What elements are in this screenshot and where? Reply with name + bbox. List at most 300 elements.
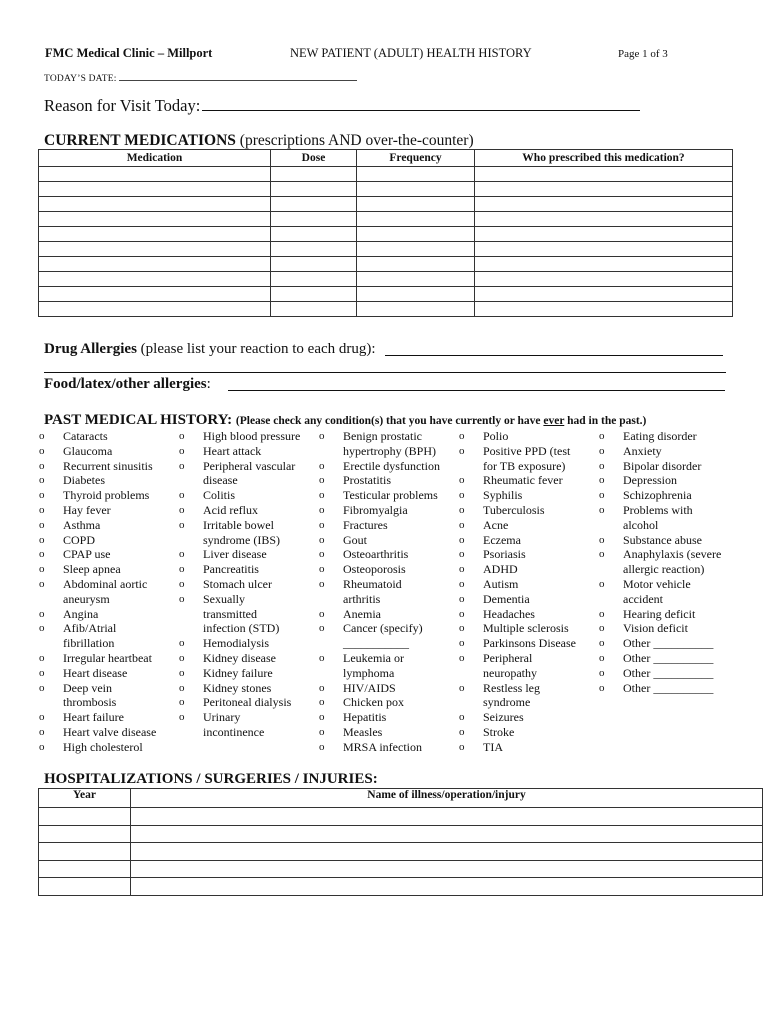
illness-cell[interactable] <box>131 878 763 896</box>
condition-item <box>319 651 459 681</box>
condition-label: Heart failure <box>63 710 124 725</box>
year-cell[interactable] <box>39 860 131 878</box>
condition-label: TIA <box>483 739 503 754</box>
dose-cell[interactable] <box>271 272 357 287</box>
prescriber-cell[interactable] <box>475 257 733 272</box>
condition-checkbox[interactable]: o <box>179 696 185 709</box>
condition-checkbox[interactable]: o <box>459 637 465 650</box>
condition-label: Autism <box>483 576 519 591</box>
frequency-cell[interactable] <box>357 287 475 302</box>
drug-allergies-field-line-2[interactable] <box>44 359 726 373</box>
condition-label: Tuberculosis <box>483 502 545 517</box>
condition-checkbox[interactable]: o <box>319 740 325 753</box>
condition-checkbox[interactable]: o <box>39 548 45 561</box>
dose-cell[interactable] <box>271 182 357 197</box>
condition-item <box>459 681 599 711</box>
condition-checkbox[interactable]: o <box>319 430 325 442</box>
hospitalizations-row <box>39 808 763 826</box>
condition-item <box>179 444 319 459</box>
condition-checkbox[interactable]: o <box>599 430 605 442</box>
condition-label: Pancreatitis <box>203 562 259 577</box>
condition-item <box>179 666 319 681</box>
other-allergies-field[interactable] <box>228 377 725 391</box>
condition-item <box>319 725 459 740</box>
condition-item <box>459 710 599 725</box>
condition-item <box>39 444 179 459</box>
todays-date-field[interactable] <box>119 72 357 81</box>
condition-label: ___________ <box>343 636 409 651</box>
condition-checkbox[interactable]: o <box>599 444 605 457</box>
condition-checkbox[interactable]: o <box>319 622 325 635</box>
condition-checkbox[interactable]: o <box>319 711 325 724</box>
condition-checkbox[interactable]: o <box>39 740 45 753</box>
prescriber-cell[interactable] <box>475 197 733 212</box>
condition-checkbox[interactable]: o <box>319 548 325 561</box>
drug-allergies-field[interactable] <box>385 342 723 356</box>
condition-label: infection (STD) <box>203 621 280 636</box>
condition-label: Colitis <box>203 488 236 503</box>
condition-label: lymphoma <box>343 665 395 680</box>
condition-label: MRSA infection <box>343 739 423 754</box>
condition-item <box>39 681 179 711</box>
condition-checkbox[interactable]: o <box>39 430 45 442</box>
condition-label: Diabetes <box>63 473 105 488</box>
condition-label: Problems with <box>623 502 693 517</box>
condition-label: Recurrent sinusitis <box>63 458 153 473</box>
condition-label: alcohol <box>623 517 659 532</box>
todays-date-label: TODAY’S DATE: <box>44 74 117 84</box>
medications-col-frequency: Frequency <box>357 150 475 167</box>
condition-label: Heart attack <box>203 443 262 458</box>
condition-label: Acne <box>483 517 509 532</box>
medications-heading <box>44 132 474 150</box>
dose-cell[interactable] <box>271 197 357 212</box>
clinic-name: FMC Medical Clinic – Millport <box>45 46 213 60</box>
condition-item <box>599 636 739 651</box>
pmh-column-3 <box>319 429 459 755</box>
condition-item <box>179 651 319 666</box>
condition-checkbox[interactable]: o <box>39 444 45 457</box>
drug-allergies-note: (please list your reaction to each drug): <box>140 341 376 357</box>
condition-label: Bipolar disorder <box>623 458 702 473</box>
condition-label: Rheumatic fever <box>483 473 563 488</box>
medication-cell[interactable] <box>39 302 271 317</box>
condition-checkbox[interactable]: o <box>179 548 185 561</box>
condition-checkbox[interactable]: o <box>599 503 605 516</box>
condition-checkbox[interactable]: o <box>179 651 185 664</box>
condition-label: Deep vein <box>63 680 112 695</box>
condition-checkbox[interactable]: o <box>319 563 325 576</box>
condition-item <box>459 651 599 681</box>
year-cell[interactable] <box>39 825 131 843</box>
medication-cell[interactable] <box>39 182 271 197</box>
condition-label: Hepatitis <box>343 710 387 725</box>
condition-checkbox[interactable]: o <box>599 474 605 487</box>
frequency-cell[interactable] <box>357 227 475 242</box>
condition-checkbox[interactable]: o <box>459 651 465 664</box>
medications-col-prescriber: Who prescribed this medication? <box>475 150 733 167</box>
condition-checkbox[interactable]: o <box>599 607 605 620</box>
condition-label: Fibromyalgia <box>343 502 408 517</box>
condition-checkbox[interactable]: o <box>39 725 45 738</box>
hospitalizations-row <box>39 878 763 896</box>
condition-item <box>599 577 739 607</box>
condition-checkbox[interactable]: o <box>459 592 465 605</box>
condition-label: Erectile dysfunction <box>343 458 440 473</box>
condition-label: Peripheral vascular <box>203 458 296 473</box>
medications-col-dose: Dose <box>271 150 357 167</box>
condition-checkbox[interactable]: o <box>319 651 325 664</box>
condition-item <box>459 429 599 444</box>
medication-cell[interactable] <box>39 287 271 302</box>
condition-label: syndrome (IBS) <box>203 532 280 547</box>
condition-item <box>179 429 319 444</box>
condition-checkbox[interactable]: o <box>459 474 465 487</box>
condition-item <box>599 488 739 503</box>
condition-checkbox[interactable]: o <box>39 666 45 679</box>
condition-checkbox[interactable]: o <box>599 622 605 635</box>
condition-item <box>319 607 459 622</box>
condition-item <box>179 636 319 651</box>
dose-cell[interactable] <box>271 302 357 317</box>
hospitalizations-row <box>39 860 763 878</box>
condition-checkbox[interactable]: o <box>459 444 465 457</box>
condition-checkbox[interactable]: o <box>179 681 185 694</box>
condition-checkbox[interactable]: o <box>319 696 325 709</box>
condition-item <box>179 577 319 592</box>
prescriber-cell[interactable] <box>475 227 733 242</box>
condition-item <box>599 444 739 459</box>
condition-item <box>319 577 459 607</box>
condition-item <box>39 488 179 503</box>
condition-label: Dementia <box>483 591 530 606</box>
condition-checkbox[interactable]: o <box>459 489 465 502</box>
condition-item <box>319 488 459 503</box>
year-cell[interactable] <box>39 878 131 896</box>
condition-checkbox[interactable]: o <box>599 666 605 679</box>
medication-cell[interactable] <box>39 272 271 287</box>
condition-checkbox[interactable]: o <box>39 711 45 724</box>
condition-checkbox[interactable]: o <box>459 711 465 724</box>
medication-cell[interactable] <box>39 257 271 272</box>
condition-label: Heart disease <box>63 665 128 680</box>
medication-cell[interactable] <box>39 227 271 242</box>
pmh-title: PAST MEDICAL HISTORY: <box>44 412 233 428</box>
condition-label: Osteoporosis <box>343 562 406 577</box>
condition-item <box>459 621 599 636</box>
condition-checkbox[interactable]: o <box>319 577 325 590</box>
condition-checkbox[interactable]: o <box>179 503 185 516</box>
condition-label: Kidney disease <box>203 650 276 665</box>
condition-item <box>39 651 179 666</box>
condition-item <box>39 710 179 725</box>
reason-field[interactable] <box>202 96 640 111</box>
condition-label: Other __________ <box>623 650 714 665</box>
condition-checkbox[interactable]: o <box>39 651 45 664</box>
condition-checkbox[interactable]: o <box>39 518 45 531</box>
frequency-cell[interactable] <box>357 272 475 287</box>
pmh-column-1 <box>39 429 179 755</box>
condition-item <box>459 725 599 740</box>
dose-cell[interactable] <box>271 257 357 272</box>
frequency-cell[interactable] <box>357 182 475 197</box>
condition-item <box>319 473 459 488</box>
condition-item <box>39 607 179 622</box>
condition-item <box>319 681 459 696</box>
condition-checkbox[interactable]: o <box>39 622 45 635</box>
condition-checkbox[interactable]: o <box>39 503 45 516</box>
medications-row <box>39 212 733 227</box>
condition-item <box>39 533 179 548</box>
condition-checkbox[interactable]: o <box>599 489 605 502</box>
dose-cell[interactable] <box>271 242 357 257</box>
pmh-column-4 <box>459 429 599 755</box>
pmh-heading <box>44 412 646 429</box>
condition-label: Other __________ <box>623 636 714 651</box>
condition-checkbox[interactable]: o <box>459 430 465 442</box>
condition-checkbox[interactable]: o <box>39 474 45 487</box>
condition-item <box>39 459 179 474</box>
prescriber-cell[interactable] <box>475 287 733 302</box>
condition-checkbox[interactable]: o <box>319 533 325 546</box>
condition-label: Irritable bowel <box>203 517 274 532</box>
condition-item <box>179 592 319 636</box>
condition-label: thrombosis <box>63 695 117 710</box>
condition-item <box>319 740 459 755</box>
medication-cell[interactable] <box>39 167 271 182</box>
medications-row <box>39 167 733 182</box>
condition-checkbox[interactable]: o <box>459 533 465 546</box>
condition-checkbox[interactable]: o <box>459 622 465 635</box>
illness-cell[interactable] <box>131 808 763 826</box>
condition-checkbox[interactable]: o <box>599 577 605 590</box>
condition-checkbox[interactable]: o <box>39 459 45 472</box>
year-cell[interactable] <box>39 843 131 861</box>
condition-label: Headaches <box>483 606 535 621</box>
condition-label: hypertrophy (BPH) <box>343 443 436 458</box>
condition-item <box>179 503 319 518</box>
condition-label: Eating disorder <box>623 429 697 443</box>
condition-checkbox[interactable]: o <box>179 489 185 502</box>
todays-date-row <box>44 72 357 84</box>
frequency-cell[interactable] <box>357 242 475 257</box>
condition-checkbox[interactable]: o <box>319 474 325 487</box>
condition-item <box>599 459 739 474</box>
condition-checkbox[interactable]: o <box>599 548 605 561</box>
condition-label: Parkinsons Disease <box>483 636 576 651</box>
condition-label: Other __________ <box>623 680 714 695</box>
condition-checkbox[interactable]: o <box>179 563 185 576</box>
condition-item <box>459 636 599 651</box>
condition-label: Depression <box>623 473 677 488</box>
prescriber-cell[interactable] <box>475 242 733 257</box>
hospitalizations-row <box>39 843 763 861</box>
hospitalizations-table <box>38 788 763 896</box>
illness-cell[interactable] <box>131 860 763 878</box>
condition-checkbox[interactable]: o <box>179 430 185 442</box>
illness-cell[interactable] <box>131 825 763 843</box>
frequency-cell[interactable] <box>357 212 475 227</box>
frequency-cell[interactable] <box>357 257 475 272</box>
condition-label: Anxiety <box>623 443 662 458</box>
condition-checkbox[interactable]: o <box>319 503 325 516</box>
form-title: NEW PATIENT (ADULT) HEALTH HISTORY <box>290 46 532 60</box>
condition-checkbox[interactable]: o <box>459 548 465 561</box>
condition-checkbox[interactable]: o <box>319 725 325 738</box>
condition-item <box>179 459 319 489</box>
condition-label: Acid reflux <box>203 502 258 517</box>
condition-label: COPD <box>63 532 96 547</box>
medication-cell[interactable] <box>39 197 271 212</box>
condition-item <box>319 533 459 548</box>
prescriber-cell[interactable] <box>475 212 733 227</box>
condition-label: Asthma <box>63 517 101 532</box>
condition-label: Sleep apnea <box>63 562 121 577</box>
condition-checkbox[interactable]: o <box>39 681 45 694</box>
frequency-cell[interactable] <box>357 167 475 182</box>
condition-checkbox[interactable]: o <box>459 740 465 753</box>
prescriber-cell[interactable] <box>475 167 733 182</box>
condition-item <box>179 488 319 503</box>
condition-checkbox[interactable]: o <box>179 666 185 679</box>
condition-checkbox[interactable]: o <box>179 518 185 531</box>
condition-item <box>459 562 599 577</box>
condition-item <box>319 503 459 518</box>
condition-label: Prostatitis <box>343 473 392 488</box>
condition-label: Kidney stones <box>203 680 272 695</box>
condition-checkbox[interactable]: o <box>39 489 45 502</box>
medications-col-medication: Medication <box>39 150 271 167</box>
condition-checkbox[interactable]: o <box>39 607 45 620</box>
condition-checkbox[interactable]: o <box>39 533 45 546</box>
condition-checkbox[interactable]: o <box>599 651 605 664</box>
condition-label: Kidney failure <box>203 665 273 680</box>
condition-label: Benign prostatic <box>343 429 422 443</box>
condition-label: aneurysm <box>63 591 110 606</box>
medications-row <box>39 242 733 257</box>
condition-item <box>179 681 319 696</box>
condition-label: High cholesterol <box>63 739 143 754</box>
condition-label: Fractures <box>343 517 388 532</box>
medications-table <box>38 149 733 317</box>
frequency-cell[interactable] <box>357 302 475 317</box>
condition-checkbox[interactable]: o <box>459 563 465 576</box>
condition-checkbox[interactable]: o <box>459 607 465 620</box>
condition-label: Rheumatoid <box>343 576 402 591</box>
condition-label: Vision deficit <box>623 621 688 636</box>
condition-item <box>319 695 459 710</box>
medication-cell[interactable] <box>39 212 271 227</box>
condition-checkbox[interactable]: o <box>319 489 325 502</box>
condition-checkbox[interactable]: o <box>179 592 185 605</box>
condition-checkbox[interactable]: o <box>599 459 605 472</box>
condition-label: High blood pressure <box>203 429 301 443</box>
condition-checkbox[interactable]: o <box>599 681 605 694</box>
drug-allergies-row <box>44 341 376 358</box>
condition-item <box>459 607 599 622</box>
medications-row <box>39 272 733 287</box>
condition-checkbox[interactable]: o <box>599 533 605 546</box>
condition-item <box>39 562 179 577</box>
condition-checkbox[interactable]: o <box>459 681 465 694</box>
condition-label: Motor vehicle <box>623 576 691 591</box>
hospitalizations-row <box>39 825 763 843</box>
condition-checkbox[interactable]: o <box>179 577 185 590</box>
condition-label: Gout <box>343 532 367 547</box>
drug-allergies-label: Drug Allergies <box>44 341 137 357</box>
dose-cell[interactable] <box>271 287 357 302</box>
condition-label: Stomach ulcer <box>203 576 272 591</box>
illness-cell[interactable] <box>131 843 763 861</box>
condition-label: for TB exposure) <box>483 458 566 473</box>
prescriber-cell[interactable] <box>475 302 733 317</box>
condition-item <box>39 725 179 740</box>
condition-item <box>459 518 599 533</box>
hospitalizations-col-name: Name of illness/operation/injury <box>131 789 763 808</box>
condition-label: Anemia <box>343 606 381 621</box>
condition-checkbox[interactable]: o <box>319 681 325 694</box>
condition-checkbox[interactable]: o <box>179 637 185 650</box>
hospitalizations-title: HOSPITALIZATIONS / SURGERIES / INJURIES: <box>44 771 378 787</box>
condition-label: Heart valve disease <box>63 724 157 739</box>
condition-checkbox[interactable]: o <box>459 725 465 738</box>
condition-label: Other __________ <box>623 665 714 680</box>
dose-cell[interactable] <box>271 167 357 182</box>
condition-item <box>179 518 319 548</box>
condition-checkbox[interactable]: o <box>459 503 465 516</box>
condition-label: CPAP use <box>63 547 111 562</box>
condition-label: Peripheral <box>483 650 533 665</box>
condition-item <box>599 681 739 696</box>
year-cell[interactable] <box>39 808 131 826</box>
condition-label: syndrome <box>483 695 531 710</box>
condition-item <box>459 740 599 755</box>
condition-label: allergic reaction) <box>623 562 705 577</box>
condition-label: Measles <box>343 724 383 739</box>
condition-item <box>319 621 459 651</box>
prescriber-cell[interactable] <box>475 272 733 287</box>
condition-label: Thyroid problems <box>63 488 150 503</box>
prescriber-cell[interactable] <box>475 182 733 197</box>
condition-item <box>39 547 179 562</box>
condition-checkbox[interactable]: o <box>319 459 325 472</box>
condition-checkbox[interactable]: o <box>39 577 45 590</box>
condition-checkbox[interactable]: o <box>599 637 605 650</box>
other-allergies-colon: : <box>206 376 211 392</box>
condition-checkbox[interactable]: o <box>319 518 325 531</box>
condition-item <box>459 488 599 503</box>
condition-label: Eczema <box>483 532 521 547</box>
medications-row <box>39 302 733 317</box>
condition-label: Angina <box>63 606 99 621</box>
condition-checkbox[interactable]: o <box>179 711 185 724</box>
condition-checkbox[interactable]: o <box>179 444 185 457</box>
condition-checkbox[interactable]: o <box>319 607 325 620</box>
dose-cell[interactable] <box>271 212 357 227</box>
condition-label: Seizures <box>483 710 524 725</box>
dose-cell[interactable] <box>271 227 357 242</box>
condition-label: Anaphylaxis (severe <box>623 547 722 562</box>
medications-title: CURRENT MEDICATIONS <box>44 132 236 149</box>
condition-checkbox[interactable]: o <box>459 518 465 531</box>
condition-checkbox[interactable]: o <box>39 563 45 576</box>
condition-checkbox[interactable]: o <box>459 577 465 590</box>
medication-cell[interactable] <box>39 242 271 257</box>
frequency-cell[interactable] <box>357 197 475 212</box>
condition-label: Hemodialysis <box>203 636 269 651</box>
condition-checkbox[interactable]: o <box>179 459 185 472</box>
condition-item <box>39 621 179 651</box>
